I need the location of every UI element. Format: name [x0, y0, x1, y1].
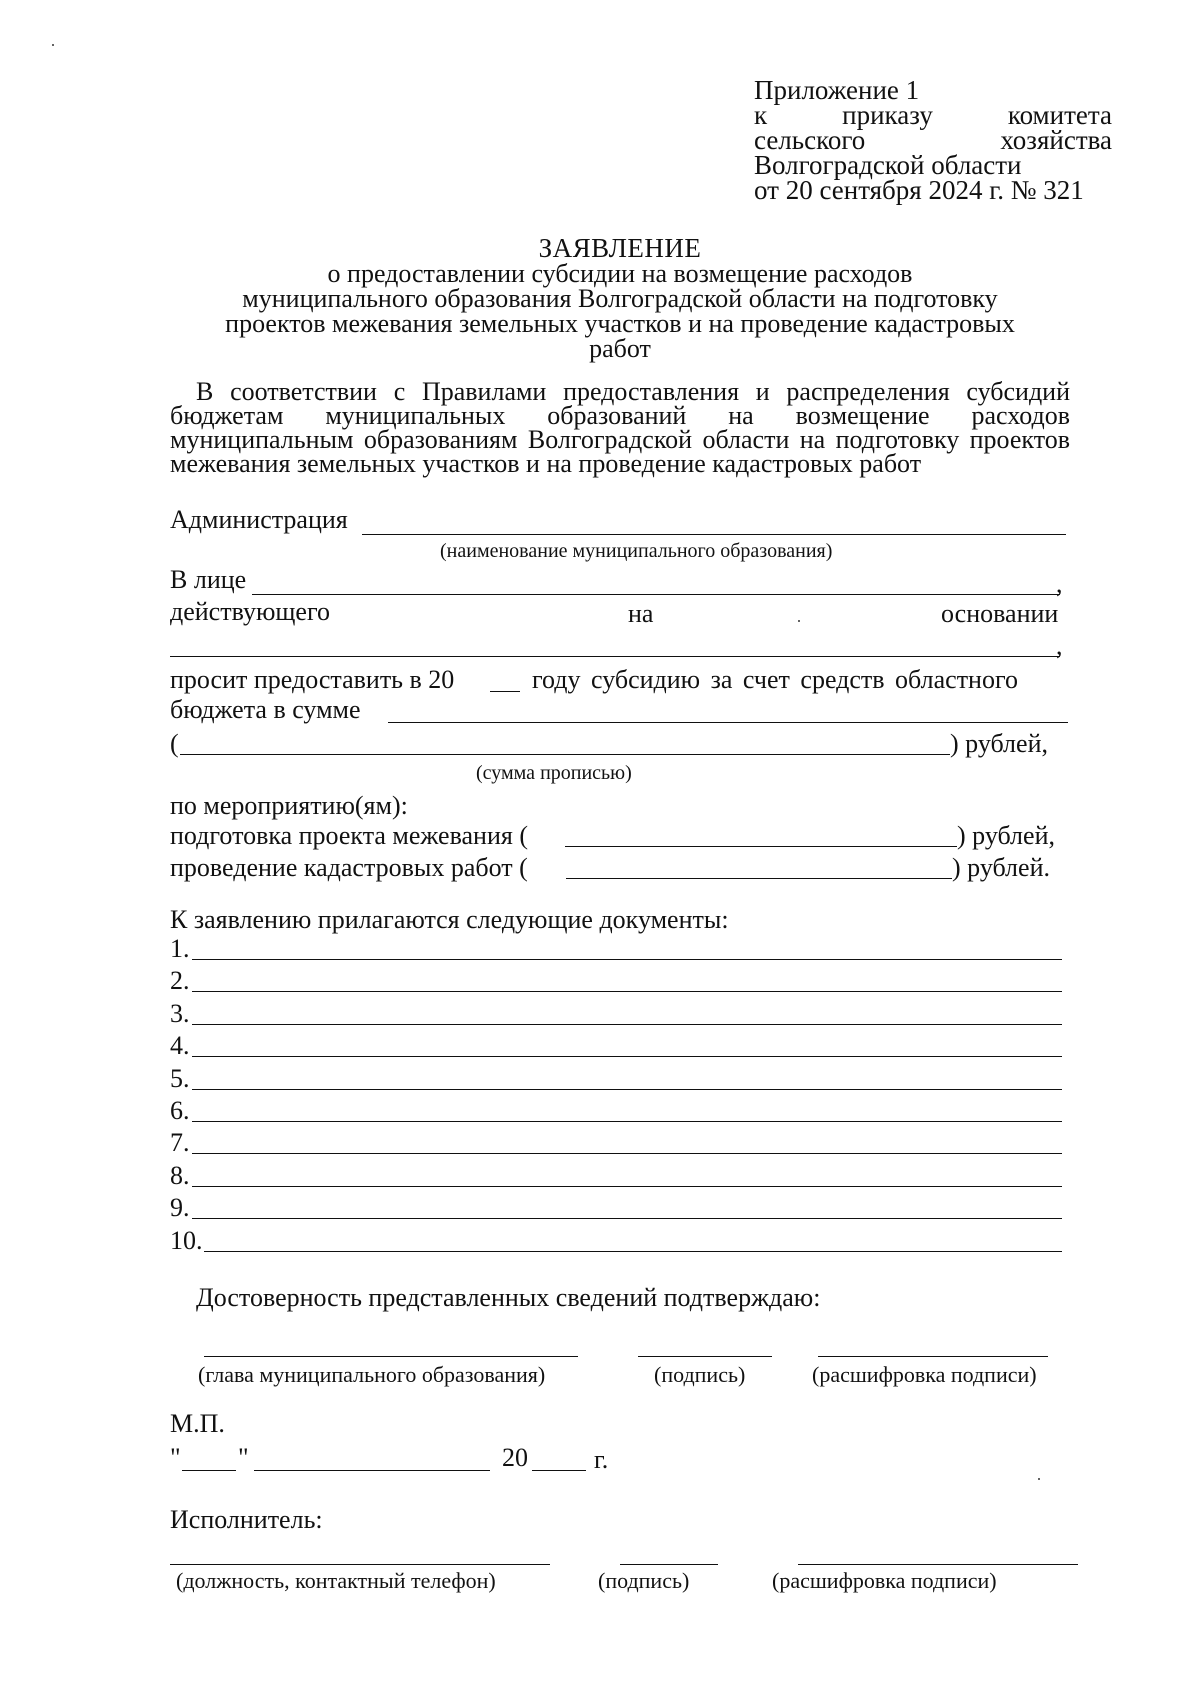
- document-item-field[interactable]: [192, 1218, 1062, 1219]
- document-item-number: 2.: [170, 966, 190, 996]
- events-label: по мероприятию(ям):: [170, 791, 408, 820]
- event-2-rubles: ) рублей.: [952, 853, 1050, 882]
- request-year-field[interactable]: [490, 691, 520, 692]
- intro-text: В соответствии с Правилами предоставления и распределения субсидий бюджетам муниципальных образований на возмещение расходов муниципальным образованиям Волгоградской области на подготовку проектов межевания земельных участков и на проведение кадастровых работ: [170, 377, 1070, 478]
- date-year-suffix: г.: [594, 1445, 609, 1474]
- date-year-prefix: 20: [502, 1443, 528, 1472]
- document-item-number: 4.: [170, 1031, 190, 1061]
- approval-line-1: Приложение 1: [754, 75, 920, 105]
- request-suffix: году субсидию за счет средств областного: [532, 665, 1018, 694]
- event-1-label: подготовка проекта межевания (: [170, 821, 528, 850]
- date-quote-open: ": [170, 1443, 181, 1472]
- amount-hint: (сумма прописью): [476, 762, 632, 784]
- person-comma: ,: [1056, 569, 1063, 598]
- executor-signature-hint: (подпись): [598, 1568, 690, 1593]
- basis-field[interactable]: [170, 656, 1060, 657]
- document-item-field[interactable]: [204, 1251, 1062, 1252]
- approval-line-5: от 20 сентября 2024 г. № 321: [754, 175, 1084, 205]
- document-item-number: 9.: [170, 1193, 190, 1223]
- budget-label: бюджета в сумме: [170, 695, 361, 724]
- executor-decode-hint: (расшифровка подписи): [772, 1568, 997, 1593]
- administration-field[interactable]: [362, 534, 1066, 535]
- person-field[interactable]: [252, 594, 1060, 595]
- document-item-number: 1.: [170, 934, 190, 963]
- document-item-number: 8.: [170, 1160, 190, 1190]
- document-item: [170, 1226, 1062, 1256]
- document-item: [170, 1096, 1062, 1126]
- executor-label: Исполнитель:: [170, 1505, 323, 1534]
- basis-comma: ,: [1056, 631, 1063, 660]
- document-item: [170, 1128, 1062, 1158]
- head-sign-field[interactable]: [638, 1356, 772, 1357]
- amount-open-paren: (: [170, 729, 179, 758]
- acting-word: действующего: [170, 597, 330, 626]
- executor-sign-field[interactable]: [620, 1564, 718, 1565]
- approval-line-3: сельского хозяйства: [754, 125, 1112, 155]
- title-line: работ: [589, 334, 651, 363]
- date-month-field[interactable]: [254, 1470, 490, 1471]
- amount-words-field[interactable]: [180, 754, 950, 755]
- acting-word: на: [628, 599, 654, 628]
- title-line: муниципального образования Волгоградской области на подготовку: [242, 284, 998, 313]
- document-item-field[interactable]: [192, 991, 1062, 992]
- approval-line-4: Волгоградской области: [754, 150, 1022, 180]
- approval-line-2: к приказу комитета: [754, 100, 1112, 130]
- event-1-rubles: ) рублей,: [957, 821, 1055, 850]
- document-item-field[interactable]: [192, 1186, 1062, 1187]
- scan-speck: [1038, 1478, 1040, 1480]
- signature-hint: (подпись): [654, 1362, 746, 1387]
- event-1-amount-field[interactable]: [565, 846, 957, 847]
- request-prefix: просит предоставить в 20: [170, 665, 455, 694]
- document-item-number: 5.: [170, 1063, 190, 1093]
- date-year-field[interactable]: [532, 1470, 586, 1471]
- document-title: [170, 233, 1070, 363]
- head-hint: (глава муниципального образования): [198, 1362, 546, 1387]
- document-item: [170, 999, 1062, 1029]
- amount-rubles: ) рублей,: [950, 729, 1048, 758]
- confirmation-label: Достоверность представленных сведений подтверждаю:: [196, 1283, 821, 1312]
- executor-position-field[interactable]: [170, 1564, 550, 1565]
- document-item-number: 3.: [170, 998, 190, 1028]
- date-quote-close: ": [238, 1443, 249, 1472]
- decode-hint: (расшифровка подписи): [812, 1362, 1037, 1387]
- document-item: [170, 1064, 1062, 1094]
- document-item-field[interactable]: [192, 959, 1062, 960]
- document-item-field[interactable]: [192, 1121, 1062, 1122]
- executor-position-hint: (должность, контактный телефон): [176, 1568, 496, 1593]
- administration-label: Администрация: [170, 505, 348, 534]
- seal-mark: М.П.: [170, 1409, 225, 1438]
- administration-hint: (наименование муниципального образования): [440, 540, 833, 562]
- head-decode-field[interactable]: [818, 1356, 1048, 1357]
- person-label: В лице: [170, 565, 247, 594]
- budget-amount-field[interactable]: [388, 722, 1068, 723]
- acting-word: основании: [941, 599, 1059, 628]
- intro-paragraph: [170, 377, 1070, 478]
- document-item: [170, 966, 1062, 996]
- document-item: [170, 934, 1062, 964]
- document-item-field[interactable]: [192, 1089, 1062, 1090]
- document-item-number: 10.: [170, 1225, 203, 1255]
- title-line: о предоставлении субсидии на возмещение расходов: [327, 259, 913, 288]
- document-item-field[interactable]: [192, 1153, 1062, 1154]
- event-2-amount-field[interactable]: [566, 878, 952, 879]
- executor-decode-field[interactable]: [798, 1564, 1078, 1565]
- document-item-field[interactable]: [192, 1024, 1062, 1025]
- event-2-label: проведение кадастровых работ (: [170, 853, 528, 882]
- document-item-number: 7.: [170, 1128, 190, 1158]
- documents-label: К заявлению прилагаются следующие документы:: [170, 905, 729, 934]
- title-line: проектов межевания земельных участков и на проведение кадастровых: [225, 309, 1015, 338]
- approval-header: [754, 75, 1112, 205]
- document-item-field[interactable]: [192, 1056, 1062, 1057]
- date-day-field[interactable]: [182, 1470, 236, 1471]
- document-item: [170, 1031, 1062, 1061]
- document-item-number: 6.: [170, 1096, 190, 1125]
- scan-speck: [798, 620, 800, 622]
- document-item: [170, 1161, 1062, 1191]
- head-signature-field[interactable]: [204, 1356, 578, 1357]
- scan-speck: [52, 44, 54, 46]
- document-item: [170, 1193, 1062, 1223]
- title-main: ЗАЯВЛЕНИЕ: [538, 233, 702, 263]
